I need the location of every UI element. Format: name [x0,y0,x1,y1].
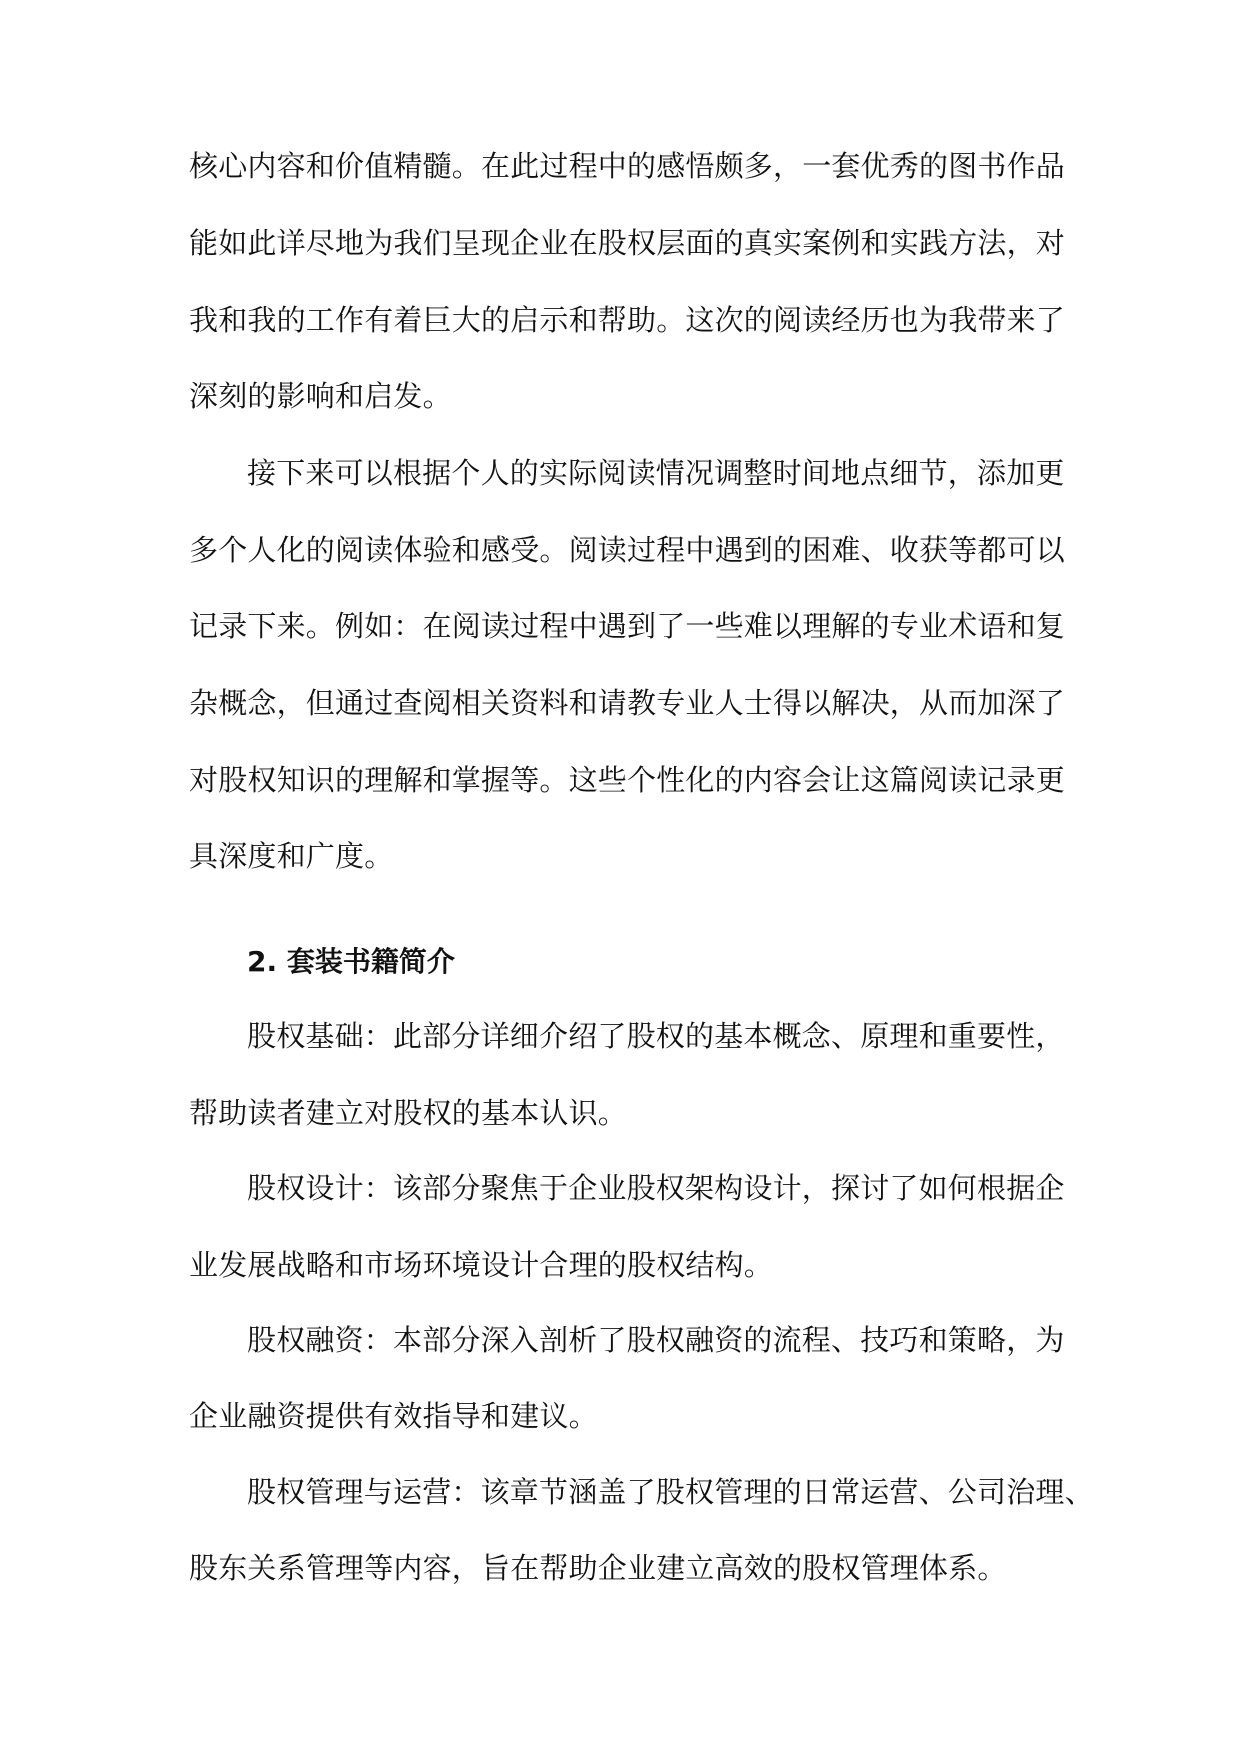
paragraph-3-line-1: 股权基础：此部分详细介绍了股权的基本概念、原理和重要性， [247,1019,1065,1053]
paragraph-2-line-1: 接下来可以根据个人的实际阅读情况调整时间地点细节，添加更 [247,456,1065,490]
paragraph-5-line-1: 股权融资：本部分深入剖析了股权融资的流程、技巧和策略，为 [247,1323,1065,1357]
paragraph-2-line-3: 记录下来。例如：在阅读过程中遇到了一些难以理解的专业术语和复 [189,609,1066,643]
paragraph-1-line-4: 深刻的影响和启发。 [189,379,452,413]
paragraph-2-line-6: 具深度和广度。 [189,839,394,873]
paragraph-1-line-3: 我和我的工作有着巨大的启示和帮助。这次的阅读经历也为我带来了 [189,303,1066,337]
paragraph-6-line-1: 股权管理与运营：该章节涵盖了股权管理的日常运营、公司治理、 [247,1475,1094,1509]
paragraph-2-line-2: 多个人化的阅读体验和感受。阅读过程中遇到的困难、收获等都可以 [189,533,1066,567]
paragraph-4-line-2: 业发展战略和市场环境设计合理的股权结构。 [189,1248,774,1282]
paragraph-1-line-1: 核心内容和价值精髓。在此过程中的感悟颇多，一套优秀的图书作品 [189,149,1066,183]
paragraph-5-line-2: 企业融资提供有效指导和建议。 [189,1399,598,1433]
paragraph-6-line-2: 股东关系管理等内容，旨在帮助企业建立高效的股权管理体系。 [189,1551,1007,1585]
section-heading: 2. 套装书籍简介 [247,945,455,978]
paragraph-1-line-2: 能如此详尽地为我们呈现企业在股权层面的真实案例和实践方法，对 [189,226,1066,260]
paragraph-2-line-5: 对股权知识的理解和掌握等。这些个性化的内容会让这篇阅读记录更 [189,763,1066,797]
paragraph-3-line-2: 帮助读者建立对股权的基本认识。 [189,1096,628,1130]
paragraph-2-line-4: 杂概念，但通过查阅相关资料和请教专业人士得以解决，从而加深了 [189,686,1066,720]
paragraph-4-line-1: 股权设计：该部分聚焦于企业股权架构设计，探讨了如何根据企 [247,1171,1065,1205]
